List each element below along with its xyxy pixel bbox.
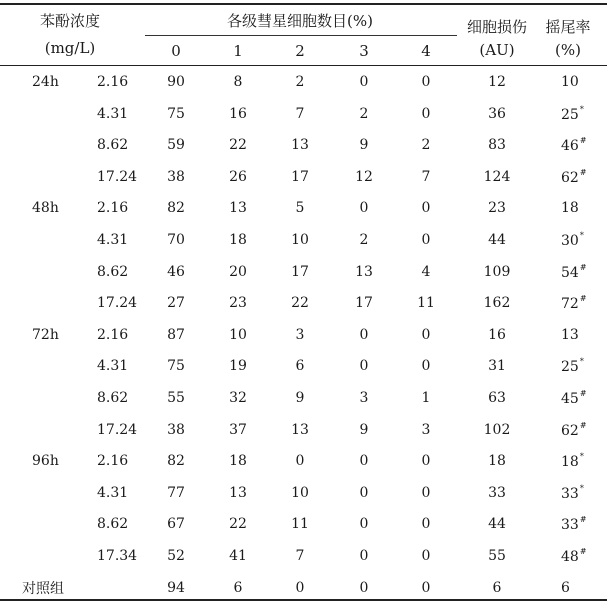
grade-3-cell: 0 [359,516,369,533]
tail-rate-cell [561,294,587,312]
significance-mark: # [579,136,587,146]
table-header-rule [0,65,607,66]
grade-2-cell: 22 [291,295,309,312]
grade-2-cell: 17 [291,263,309,280]
tail-rate-cell [561,231,584,249]
cell-damage-cell: 36 [488,105,506,122]
grade-4-cell: 0 [421,358,431,375]
header-cell-damage-unit: (AU) [479,41,515,59]
grade-2-cell: 13 [291,421,309,438]
grade-0-cell: 46 [167,263,185,280]
grade-1-cell: 20 [229,263,247,280]
grade-4-cell: 2 [421,137,431,154]
cell-damage-cell: 6 [492,579,502,596]
significance-mark: * [579,357,584,367]
concentration-cell: 2.16 [97,74,129,90]
grade-1-cell: 18 [229,453,247,470]
grade-3-cell: 2 [359,232,369,248]
grade-0-cell: 90 [167,74,185,90]
grade-1-cell: 13 [229,200,247,217]
concentration-cell: 8.62 [97,263,129,280]
significance-mark: # [579,167,587,177]
grade-2-cell: 0 [295,579,305,596]
grade-2-cell: 10 [291,232,309,248]
significance-mark: * [579,483,584,493]
grade-1-cell: 16 [229,105,247,122]
significance-mark: # [579,294,587,304]
grade-2-cell: 11 [291,516,309,533]
grade-4-cell: 0 [421,484,431,501]
cell-damage-cell: 55 [488,548,506,564]
grade-3-cell: 0 [359,200,369,217]
tail-rate-value: 30 [561,233,579,249]
tail-rate-cell [561,484,584,502]
cell-damage-cell: 33 [488,484,506,501]
cell-damage-cell: 23 [488,200,506,217]
grade-2-cell: 7 [295,548,305,564]
concentration-cell: 17.24 [97,295,138,312]
grade-1-cell: 8 [233,74,243,90]
tail-rate-cell [561,452,584,470]
grade-1-cell: 10 [229,326,247,343]
grade-4-cell: 0 [421,105,431,122]
grade-2-cell: 9 [295,390,305,406]
cell-damage-cell: 162 [483,295,511,312]
concentration-cell: 17.34 [97,548,138,564]
tail-rate-cell [561,327,579,343]
tail-rate-cell [561,168,587,186]
grade-2-cell: 7 [295,105,305,122]
grade-0-cell: 87 [167,326,185,343]
tail-rate-cell [561,74,579,90]
time-label: 48h [32,200,59,217]
grade-2-cell: 17 [291,168,309,185]
grade-2-cell: 13 [291,137,309,154]
grade-4-cell: 3 [421,421,431,438]
cell-damage-cell: 109 [483,263,511,280]
tail-rate-cell [561,547,587,565]
grade-3-cell: 0 [359,326,369,343]
header-grade-1: 1 [233,42,243,60]
tail-rate-cell [561,200,579,216]
header-comet-cells: 各级彗星细胞数目(%) [227,12,373,30]
grade-1-cell: 6 [233,579,243,596]
grade-2-cell: 3 [295,326,305,343]
grade-4-cell: 11 [417,295,435,312]
grade-3-cell: 12 [355,168,373,185]
concentration-cell: 8.62 [97,137,129,154]
grade-0-cell: 70 [167,232,185,248]
grade-1-cell: 22 [229,137,247,154]
tail-rate-cell [561,389,587,407]
concentration-cell: 17.24 [97,421,138,438]
cell-damage-cell: 124 [483,168,511,185]
grade-3-cell: 9 [359,137,369,154]
grade-2-cell: 6 [295,358,305,375]
significance-mark: * [579,104,584,114]
grade-4-cell: 1 [421,390,431,406]
grade-3-cell: 17 [355,295,373,312]
significance-mark: # [579,389,587,398]
concentration-cell: 8.62 [97,516,129,533]
grade-0-cell: 38 [167,421,185,438]
grade-0-cell: 52 [167,548,185,564]
header-tail-rate-unit: (%) [555,41,581,59]
concentration-cell: 4.31 [97,484,129,501]
tail-rate-cell [561,580,570,596]
grade-1-cell: 32 [229,390,247,406]
time-label: 24h [32,74,59,90]
grade-2-cell: 0 [295,453,305,470]
grade-2-cell: 5 [295,200,305,217]
header-grade-0: 0 [171,42,181,60]
cell-damage-cell: 12 [488,74,506,90]
grade-0-cell: 67 [167,516,185,533]
significance-mark: # [579,547,587,556]
cell-damage-cell: 31 [488,358,506,375]
significance-mark: * [579,452,584,462]
tail-rate-value: 62 [561,422,579,439]
cell-damage-cell: 16 [488,326,506,343]
cell-damage-cell: 44 [488,516,506,533]
header-grade-4: 4 [421,42,431,60]
grade-4-cell: 7 [421,168,431,185]
grade-0-cell: 59 [167,137,185,154]
concentration-cell: 2.16 [97,326,129,343]
tail-rate-value: 6 [561,579,570,596]
tail-rate-cell [561,357,584,375]
grade-1-cell: 18 [229,232,247,248]
tail-rate-value: 25 [561,106,579,123]
grade-0-cell: 38 [167,168,185,185]
tail-rate-cell [561,263,587,281]
grade-1-cell: 23 [229,295,247,312]
header-grade-2: 2 [295,42,305,60]
grade-4-cell: 0 [421,453,431,470]
grade-4-cell: 0 [421,579,431,596]
significance-mark: # [579,420,587,430]
tail-rate-value: 18 [561,454,579,471]
table-top-rule [0,3,607,5]
grade-2-cell: 10 [291,484,309,501]
grade-3-cell: 0 [359,453,369,470]
grade-0-cell: 77 [167,484,185,501]
tail-rate-value: 72 [561,296,579,313]
grade-3-cell: 0 [359,484,369,501]
grade-3-cell: 13 [355,263,373,280]
grade-0-cell: 82 [167,200,185,217]
grade-4-cell: 0 [421,200,431,217]
tail-rate-value: 10 [561,74,579,90]
grade-1-cell: 26 [229,168,247,185]
concentration-cell: 17.24 [97,168,138,185]
concentration-cell: 4.31 [97,105,129,122]
concentration-cell: 2.16 [97,453,129,470]
tail-rate-value: 18 [561,200,579,217]
grade-3-cell: 0 [359,74,369,90]
grade-4-cell: 0 [421,232,431,248]
concentration-cell: 8.62 [97,390,129,406]
concentration-cell: 4.31 [97,232,129,248]
tail-rate-value: 48 [561,549,579,565]
tail-rate-value: 54 [561,264,579,281]
grade-0-cell: 55 [167,390,185,406]
tail-rate-cell [561,105,584,123]
grade-3-cell: 0 [359,579,369,596]
tail-rate-cell [561,421,587,439]
time-label: 96h [32,453,59,470]
cell-damage-cell: 102 [483,421,511,438]
significance-mark: # [579,515,587,525]
grade-2-cell: 2 [295,74,305,90]
grade-0-cell: 27 [167,295,185,312]
tail-rate-value: 25 [561,359,579,376]
grade-1-cell: 19 [229,358,247,375]
grade-0-cell: 94 [167,579,185,596]
header-tail-rate: 摇尾率 [545,18,591,36]
table-bottom-rule [0,599,607,601]
grade-4-cell: 0 [421,326,431,343]
grade-1-cell: 41 [229,548,247,564]
tail-rate-value: 33 [561,485,579,502]
header-cell-damage: 细胞损伤 [466,18,528,36]
grade-0-cell: 75 [167,358,185,375]
tail-rate-cell [561,515,587,533]
grade-4-cell: 0 [421,74,431,90]
cell-damage-cell: 83 [488,137,506,154]
header-concentration-unit: (mg/L) [44,39,96,57]
grade-0-cell: 75 [167,105,185,122]
tail-rate-value: 62 [561,169,579,186]
tail-rate-value: 33 [561,517,579,534]
cell-damage-cell: 18 [488,453,506,470]
grade-3-cell: 2 [359,105,369,122]
significance-mark: # [579,262,587,272]
grade-3-cell: 3 [359,390,369,406]
cell-damage-cell: 44 [488,232,506,248]
header-concentration: 苯酚浓度 [39,12,101,30]
grade-0-cell: 82 [167,453,185,470]
control-group-label: 对照组 [22,580,64,597]
grade-1-cell: 22 [229,516,247,533]
tail-rate-value: 45 [561,391,579,407]
comet-group-rule [145,35,457,36]
tail-rate-value: 13 [561,326,579,343]
tail-rate-value: 46 [561,138,579,155]
grade-3-cell: 0 [359,548,369,564]
grade-3-cell: 0 [359,358,369,375]
grade-4-cell: 4 [421,263,431,280]
grade-3-cell: 9 [359,421,369,438]
time-label: 72h [32,326,59,343]
grade-4-cell: 0 [421,548,431,564]
concentration-cell: 2.16 [97,200,129,217]
tail-rate-cell [561,136,587,154]
significance-mark: * [579,231,584,240]
header-grade-3: 3 [359,42,369,60]
grade-1-cell: 13 [229,484,247,501]
concentration-cell: 4.31 [97,358,129,375]
grade-4-cell: 0 [421,516,431,533]
grade-1-cell: 37 [229,421,247,438]
cell-damage-cell: 63 [488,390,506,406]
